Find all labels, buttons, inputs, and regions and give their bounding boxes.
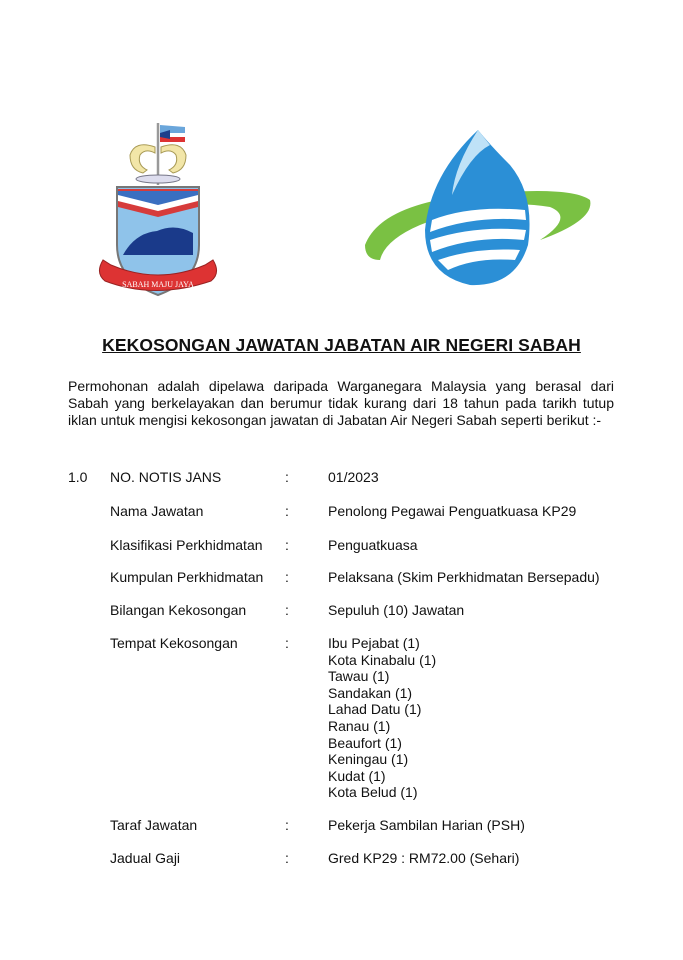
field-label: Nama Jawatan	[110, 503, 204, 519]
crest-motto: SABAH MAJU JAYA	[122, 280, 194, 289]
location-item: Kota Belud (1)	[328, 784, 418, 801]
field-label: Tempat Kekosongan	[110, 635, 238, 651]
location-item: Kudat (1)	[328, 767, 386, 784]
field-label: Kumpulan Perkhidmatan	[110, 569, 264, 585]
field-value: Pelaksana (Skim Perkhidmatan Bersepadu)	[328, 569, 600, 585]
field-value: Sepuluh (10) Jawatan	[328, 602, 465, 618]
jabatan-air-logo	[360, 125, 595, 290]
field-label: Taraf Jawatan	[110, 817, 198, 833]
field-label: Jadual Gaji	[110, 850, 181, 866]
location-item: Tawau (1)	[328, 668, 390, 685]
field-separator: :	[285, 569, 289, 585]
field-value: Gred KP29 : RM72.00 (Sehari)	[328, 850, 520, 866]
field-value: Penguatkuasa	[328, 537, 418, 553]
sabah-state-crest-logo	[95, 115, 225, 305]
location-item: Keningau (1)	[328, 751, 409, 768]
field-label: Klasifikasi Perkhidmatan	[110, 537, 263, 553]
field-label: Bilangan Kekosongan	[110, 602, 247, 618]
field-separator: :	[285, 602, 289, 618]
field-separator: :	[285, 469, 289, 485]
intro-paragraph: Permohonan adalah dipelawa daripada Warganegara Malaysia yang berasal dari Sabah yang berkelayakan dan berumur tidak kurang dari 18 tahun pada tarikh tutup iklan untuk mengisi kekosongan jawatan di Jabatan Air Negeri Sabah seperti berikut :-	[68, 378, 614, 428]
field-value: Penolong Pegawai Penguatkuasa KP29	[328, 503, 577, 519]
field-value: 01/2023	[328, 469, 379, 485]
field-separator: :	[285, 817, 289, 833]
location-item: Ranau (1)	[328, 717, 391, 734]
field-separator: :	[285, 503, 289, 519]
location-item: Lahad Datu (1)	[328, 701, 422, 718]
field-value: Pekerja Sambilan Harian (PSH)	[328, 817, 525, 833]
location-item: Kota Kinabalu (1)	[328, 651, 437, 668]
field-separator: :	[285, 635, 289, 651]
field-separator: :	[285, 850, 289, 866]
field-label: NO. NOTIS JANS	[110, 469, 222, 485]
location-list	[328, 635, 436, 801]
section-number: 1.0	[68, 469, 88, 485]
location-item: Sandakan (1)	[328, 684, 413, 701]
field-separator: :	[285, 537, 289, 553]
page-title: KEKOSONGAN JAWATAN JABATAN AIR NEGERI SABAH	[102, 335, 581, 355]
location-item: Beaufort (1)	[328, 734, 402, 751]
location-item: Ibu Pejabat (1)	[328, 635, 420, 651]
